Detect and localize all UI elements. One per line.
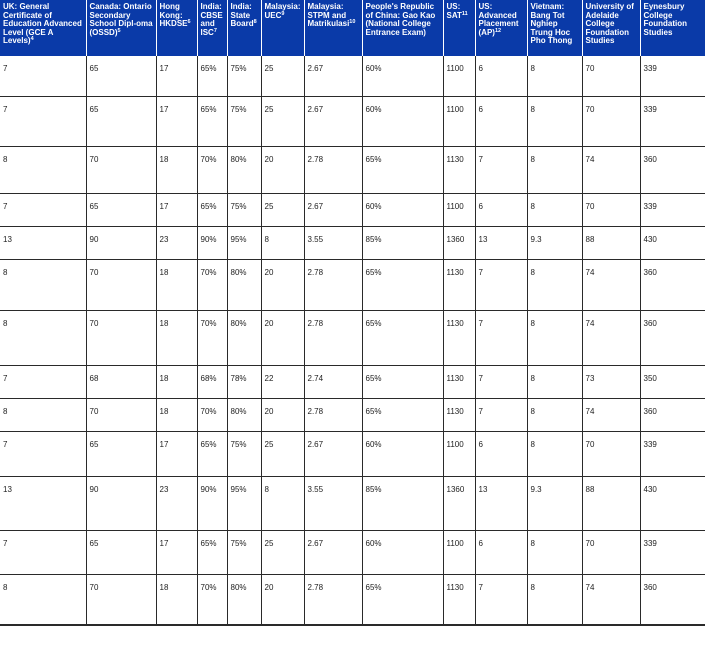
table-cell: 7 (0, 56, 86, 96)
table-cell: 25 (261, 96, 304, 146)
table-cell: 13 (0, 226, 86, 259)
column-header: India: State Board$^8$ (227, 0, 261, 56)
column-header: Vietnam: Bang Tot Nghiep Trung Hoc Pho Thong (527, 0, 582, 56)
table-cell: 68% (197, 365, 227, 398)
table-cell: 2.67 (304, 193, 362, 226)
table-cell: 7 (475, 574, 527, 625)
table-cell: 8 (527, 365, 582, 398)
table-cell: 70 (582, 193, 640, 226)
table-row (0, 226, 705, 259)
column-header: US: Advanced Placement (AP)$^{12}$ (475, 0, 527, 56)
table-row (0, 476, 705, 530)
table-cell: 339 (640, 431, 705, 476)
table-cell: 65% (362, 398, 443, 431)
table-cell: 70 (86, 310, 156, 365)
table-cell: 8 (527, 146, 582, 193)
table-cell: 80% (227, 574, 261, 625)
table-cell: 90% (197, 226, 227, 259)
table-cell: 6 (475, 56, 527, 96)
table-cell: 6 (475, 193, 527, 226)
table-cell: 65% (362, 365, 443, 398)
table-cell: 8 (261, 476, 304, 530)
table-cell: 13 (475, 476, 527, 530)
table-cell: 9.3 (527, 476, 582, 530)
table-cell: 65 (86, 96, 156, 146)
table-cell: 430 (640, 476, 705, 530)
table-cell: 70 (582, 530, 640, 574)
table-row (0, 310, 705, 365)
table-cell: 8 (527, 431, 582, 476)
table-cell: 95% (227, 476, 261, 530)
table-cell: 1100 (443, 530, 475, 574)
table-cell: 339 (640, 56, 705, 96)
table-cell: 88 (582, 476, 640, 530)
table-cell: 65% (197, 193, 227, 226)
table-cell: 23 (156, 476, 197, 530)
table-cell: 74 (582, 146, 640, 193)
table-cell: 1130 (443, 310, 475, 365)
table-cell: 7 (475, 259, 527, 310)
table-cell: 1100 (443, 56, 475, 96)
column-header: UK: General Certificate of Education Advanced Level (GCE A Levels)$^4$ (0, 0, 86, 56)
table-cell: 8 (261, 226, 304, 259)
table-cell: 65 (86, 193, 156, 226)
table-cell: 88 (582, 226, 640, 259)
table-cell: 8 (527, 259, 582, 310)
table-cell: 60% (362, 96, 443, 146)
table-cell: 65% (197, 56, 227, 96)
column-header: India: CBSE and ISC$^7$ (197, 0, 227, 56)
table-cell: 7 (475, 398, 527, 431)
table-cell: 13 (475, 226, 527, 259)
column-header: University of Adelaide College Foundation Studies (582, 0, 640, 56)
table-cell: 80% (227, 310, 261, 365)
table-cell: 2.67 (304, 96, 362, 146)
table-cell: 74 (582, 398, 640, 431)
table-cell: 20 (261, 574, 304, 625)
column-header: Malaysia: UEC$^9$ (261, 0, 304, 56)
table-cell: 2.67 (304, 56, 362, 96)
column-header: People's Republic of China: Gao Kao (National College Entrance Exam) (362, 0, 443, 56)
table-cell: 90 (86, 476, 156, 530)
table-row (0, 365, 705, 398)
table-cell: 70 (86, 398, 156, 431)
table-cell: 80% (227, 259, 261, 310)
table-cell: 68 (86, 365, 156, 398)
table-cell: 1130 (443, 259, 475, 310)
table-cell: 2.78 (304, 146, 362, 193)
table-cell: 80% (227, 398, 261, 431)
table-cell: 1130 (443, 146, 475, 193)
table-cell: 70% (197, 574, 227, 625)
table-row (0, 259, 705, 310)
table-row (0, 146, 705, 193)
table-cell: 17 (156, 56, 197, 96)
table-cell: 60% (362, 530, 443, 574)
table-cell: 20 (261, 310, 304, 365)
table-cell: 7 (0, 431, 86, 476)
table-cell: 85% (362, 226, 443, 259)
table-cell: 6 (475, 431, 527, 476)
table-cell: 360 (640, 574, 705, 625)
table-cell: 2.78 (304, 398, 362, 431)
table-cell: 70% (197, 259, 227, 310)
table-cell: 65% (362, 259, 443, 310)
table-cell: 70 (582, 56, 640, 96)
table-cell: 1360 (443, 476, 475, 530)
table-cell: 8 (527, 398, 582, 431)
table-cell: 9.3 (527, 226, 582, 259)
table-row (0, 56, 705, 96)
table-cell: 2.78 (304, 310, 362, 365)
table-cell: 430 (640, 226, 705, 259)
table-cell: 360 (640, 146, 705, 193)
table-row (0, 96, 705, 146)
table-cell: 8 (0, 259, 86, 310)
table-row (0, 398, 705, 431)
table-cell: 20 (261, 398, 304, 431)
column-header: Hong Kong: HKDSE$^6$ (156, 0, 197, 56)
table-cell: 20 (261, 259, 304, 310)
table-cell: 23 (156, 226, 197, 259)
table-row (0, 574, 705, 625)
table-cell: 18 (156, 146, 197, 193)
table-cell: 70 (86, 259, 156, 310)
table-cell: 60% (362, 56, 443, 96)
table-cell: 60% (362, 193, 443, 226)
table-cell: 75% (227, 96, 261, 146)
table-row (0, 431, 705, 476)
table-cell: 70% (197, 146, 227, 193)
table-cell: 70 (582, 96, 640, 146)
table-cell: 18 (156, 574, 197, 625)
table-cell: 95% (227, 226, 261, 259)
table-cell: 339 (640, 193, 705, 226)
table-cell: 75% (227, 193, 261, 226)
table-cell: 75% (227, 431, 261, 476)
table-cell: 7 (475, 310, 527, 365)
table-row (0, 530, 705, 574)
table-cell: 65% (362, 574, 443, 625)
table-cell: 360 (640, 310, 705, 365)
table-cell: 74 (582, 574, 640, 625)
table-cell: 18 (156, 310, 197, 365)
table-cell: 13 (0, 476, 86, 530)
column-header: Eynesbury College Foundation Studies (640, 0, 705, 56)
table-cell: 2.74 (304, 365, 362, 398)
table-cell: 1360 (443, 226, 475, 259)
table-cell: 339 (640, 530, 705, 574)
table-cell: 1130 (443, 574, 475, 625)
table-cell: 73 (582, 365, 640, 398)
column-header: US: SAT$^{11}$ (443, 0, 475, 56)
table-cell: 2.67 (304, 431, 362, 476)
table-cell: 90 (86, 226, 156, 259)
table-cell: 17 (156, 431, 197, 476)
table-cell: 18 (156, 365, 197, 398)
table-cell: 25 (261, 56, 304, 96)
table-cell: 25 (261, 193, 304, 226)
table-cell: 339 (640, 96, 705, 146)
table-cell: 1130 (443, 398, 475, 431)
table-cell: 8 (527, 310, 582, 365)
table-cell: 78% (227, 365, 261, 398)
table-cell: 25 (261, 530, 304, 574)
table-cell: 70 (86, 574, 156, 625)
table-cell: 65% (197, 96, 227, 146)
table-cell: 3.55 (304, 226, 362, 259)
table-cell: 6 (475, 96, 527, 146)
table-cell: 1100 (443, 96, 475, 146)
table-cell: 8 (527, 530, 582, 574)
table-cell: 2.67 (304, 530, 362, 574)
table-cell: 7 (0, 193, 86, 226)
table-cell: 70 (86, 146, 156, 193)
table-cell: 70% (197, 310, 227, 365)
table-cell: 6 (475, 530, 527, 574)
table-cell: 74 (582, 310, 640, 365)
table-cell: 17 (156, 96, 197, 146)
table-cell: 1100 (443, 193, 475, 226)
column-header: Malaysia: STPM and Matrikulasi$^{10}$ (304, 0, 362, 56)
table-cell: 17 (156, 193, 197, 226)
table-cell: 75% (227, 530, 261, 574)
table-cell: 350 (640, 365, 705, 398)
table-cell: 60% (362, 431, 443, 476)
table-cell: 7 (0, 530, 86, 574)
column-header: Canada: Ontario Secondary School Dipl-oma (OSSD)$^5$ (86, 0, 156, 56)
table-cell: 18 (156, 398, 197, 431)
table-cell: 360 (640, 398, 705, 431)
table-cell: 25 (261, 431, 304, 476)
header-row (0, 0, 705, 56)
table-cell: 1130 (443, 365, 475, 398)
table-cell: 75% (227, 56, 261, 96)
table-cell: 65 (86, 530, 156, 574)
table-cell: 70 (582, 431, 640, 476)
table-cell: 18 (156, 259, 197, 310)
table-cell: 8 (527, 193, 582, 226)
table-cell: 65% (362, 146, 443, 193)
table-cell: 8 (527, 96, 582, 146)
table-cell: 65 (86, 431, 156, 476)
table-cell: 65% (362, 310, 443, 365)
table-cell: 8 (0, 398, 86, 431)
table-cell: 20 (261, 146, 304, 193)
table-cell: 8 (0, 146, 86, 193)
table-cell: 8 (0, 574, 86, 625)
table-cell: 7 (0, 365, 86, 398)
table-cell: 65% (197, 431, 227, 476)
table-cell: 1100 (443, 431, 475, 476)
table-cell: 80% (227, 146, 261, 193)
table-cell: 2.78 (304, 259, 362, 310)
table-cell: 70% (197, 398, 227, 431)
table-cell: 7 (475, 365, 527, 398)
table-cell: 22 (261, 365, 304, 398)
table-cell: 90% (197, 476, 227, 530)
table-cell: 65 (86, 56, 156, 96)
table-cell: 2.78 (304, 574, 362, 625)
table-cell: 17 (156, 530, 197, 574)
table-cell: 7 (0, 96, 86, 146)
table-cell: 3.55 (304, 476, 362, 530)
table-cell: 7 (475, 146, 527, 193)
table-cell: 85% (362, 476, 443, 530)
table-cell: 74 (582, 259, 640, 310)
table-cell: 360 (640, 259, 705, 310)
table-cell: 8 (527, 56, 582, 96)
table-row (0, 193, 705, 226)
table-cell: 65% (197, 530, 227, 574)
table-cell: 8 (527, 574, 582, 625)
table-body (0, 56, 705, 625)
table-cell: 8 (0, 310, 86, 365)
